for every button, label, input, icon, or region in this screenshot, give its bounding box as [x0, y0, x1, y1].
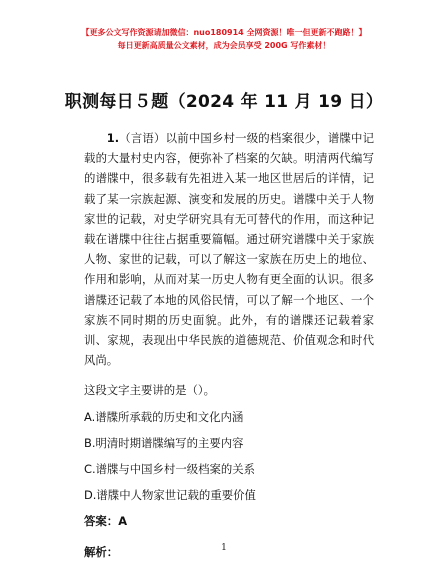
option-a	[84, 407, 374, 427]
option-b	[84, 433, 374, 453]
answer-line	[84, 511, 374, 531]
promo-header	[0, 26, 448, 52]
promo-line-1: 【更多公文写作资源请加微信：nuo180914 全网资源！唯一但更新不跑路！】	[81, 28, 367, 37]
option-text: 明清时期谱牒编写的主要内容	[95, 435, 244, 450]
options-list	[84, 407, 374, 506]
question-passage	[84, 128, 374, 370]
page-title: 职测每日５题（2024 年 11 月 19 日）	[64, 92, 384, 112]
question-number: 1.	[106, 131, 120, 145]
option-text: 谱牒所承载的历史和文化内涵	[95, 409, 244, 424]
question-content	[84, 128, 374, 562]
option-letter: D.	[84, 488, 97, 503]
option-text: 谱牒中人物家世记载的重要价值	[96, 488, 256, 503]
option-d	[84, 485, 374, 505]
analysis-label: 解析：	[84, 544, 119, 559]
answer-label: 答案：	[84, 514, 119, 529]
promo-line-2: 每日更新高质量公文素材，成为会员享受 200G 写作素材！	[117, 41, 331, 50]
page-number: 1	[221, 543, 227, 553]
answer-value: A	[118, 514, 128, 529]
option-text: 谱牒与中国乡村一级档案的关系	[95, 462, 256, 477]
question-prompt: 这段文字主要讲的是（）。	[84, 383, 215, 398]
passage-text: （言语）以前中国乡村一级的档案很少，谱牒中记载的大量村史内容，便弥补了档案的欠缺。明清两代编写的谱牒中，很多载有先祖进入某一地区世居后的详情，记载了某一宗族起源、演变和发展的历史。谱牒中关于人物家世的记载，对史学研究具有无可替代的作用，而这种记载在谱牒中往往占据重要篇幅。通过研究谱牒中关于家族人物、家世的记载，可以了解这一家族在历史上的地位、作用和影响，从而对某一历史人物有更全面的认识。很多谱牒还记载了本地的风俗民情，可以了解一个地区、一个家族不同时期的历史面貌。此外，有的谱牒还记载着家训、家规，表现出中华民族的道德规范、价值观念和时代风尚。	[84, 131, 374, 368]
option-letter: A.	[84, 409, 96, 424]
option-letter: C.	[84, 462, 96, 477]
option-letter: B.	[84, 435, 96, 450]
option-c	[84, 459, 374, 479]
